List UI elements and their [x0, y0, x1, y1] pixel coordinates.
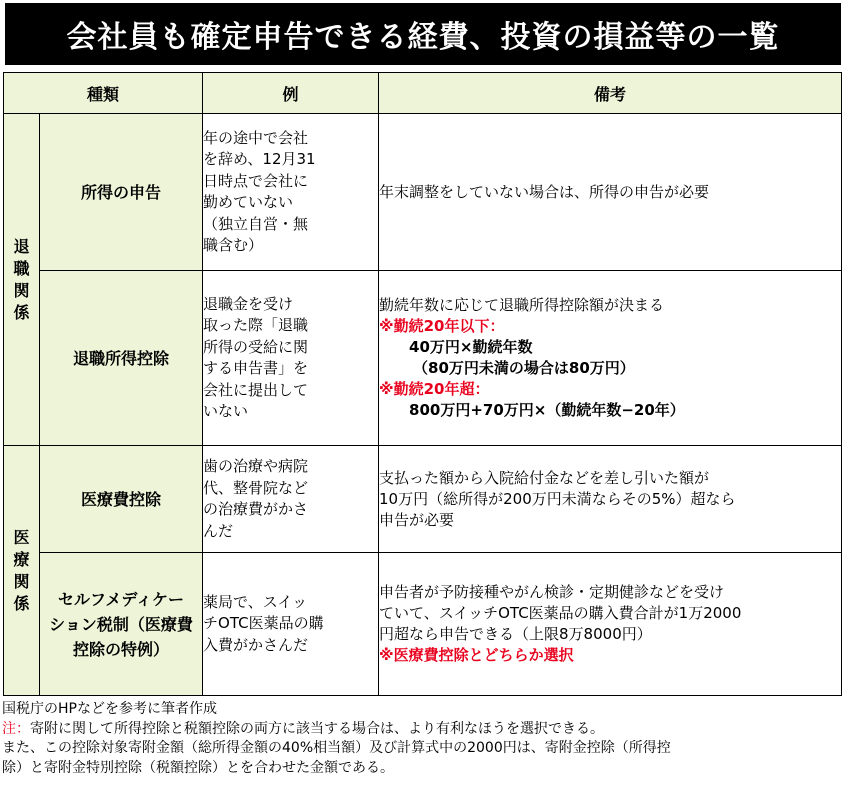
note-red-line: ※勤続20年超：: [379, 380, 490, 398]
note-line: 申告が必要: [379, 510, 455, 529]
example-line: を辞め、12月31: [203, 150, 316, 168]
footer-note-2: また、この控除対象寄附金額（総所得金額の40%相当額）及び計算式中の2000円は、寄附金控除（所得控: [2, 740, 671, 756]
footer-notes: [2, 700, 842, 778]
group-medical: [4, 446, 40, 696]
note-income: 年末調整をしていない場合は、所得の申告が必要: [379, 114, 842, 271]
example-line: 歯の治療や病院: [203, 457, 309, 475]
note-retirement-deduction: [379, 271, 842, 446]
example-line: 会社に提出して: [203, 380, 309, 399]
example-line: 年の途中で会社: [203, 128, 309, 147]
type-retirement-deduction: 退職所得控除: [40, 271, 203, 446]
header-example: 例: [203, 73, 379, 114]
note-formula: （80万円未満の場合は80万円）: [413, 359, 635, 377]
note-line: 円超なら申告できる（上限8万8000円）: [379, 625, 652, 643]
example-self-medication: [203, 553, 379, 696]
note-red-line: ※勤続20年以下：: [379, 317, 505, 335]
table-row: [4, 114, 842, 271]
type-medical: 医療費控除: [40, 446, 203, 553]
example-line: 勤めていない: [203, 193, 294, 211]
example-line: の治療費がかさ: [203, 500, 309, 518]
example-line: んだ: [203, 521, 234, 540]
footer-note-3: 除）と寄附金特別控除（税額控除）とを合わせた金額である。: [2, 759, 394, 776]
note-line: ていて、スイッチOTC医薬品の購入費合計が1万2000: [379, 604, 742, 622]
group-retirement: [4, 114, 40, 446]
table-row: [4, 553, 842, 696]
note-line: 10万円（総所得が200万円未満ならその5%）超なら: [379, 489, 736, 508]
note-line: 申告者が予防接種やがん検診・定期健診などを受け: [379, 583, 725, 601]
example-line: 日時点で会社に: [203, 171, 309, 190]
example-line: 薬局で、スイッ: [203, 592, 308, 611]
footer-note-text: 寄附に関して所得控除と税額控除の両方に該当する場合は、より有利なほうを選択できる。: [30, 720, 604, 737]
deduction-table: [3, 72, 842, 696]
example-line: 代、整骨院など: [203, 478, 309, 497]
header-type: 種類: [4, 73, 203, 114]
note-line: 支払った額から入院給付金などを差し引いた額が: [379, 468, 710, 487]
footer-note-prefix: 注：: [2, 720, 30, 737]
table-header-row: [4, 73, 842, 114]
table-row: [4, 271, 842, 446]
type-line: 控除の特例）: [73, 639, 170, 659]
note-red-line: ※医療費控除とどちらか選択: [379, 646, 574, 664]
note-self-medication: [379, 553, 842, 696]
example-line: いない: [203, 402, 249, 420]
note-formula: 800万円+70万円×（勤続年数−20年）: [409, 401, 685, 419]
example-line: 職含む）: [203, 236, 264, 254]
example-line: （独立自営・無: [203, 214, 309, 233]
footer-source: 国税庁のHPなどを参考に筆者作成: [2, 701, 217, 717]
note-formula: 40万円×勤続年数: [409, 338, 533, 356]
example-line: 退職金を受け: [203, 294, 294, 313]
group-medical-label: 医療関係: [13, 527, 30, 613]
page-title: 会社員も確定申告できる経費、投資の損益等の一覧: [5, 3, 841, 65]
type-line: セルフメディケー: [57, 589, 185, 609]
example-line: 入費がかさんだ: [203, 635, 309, 654]
group-retirement-label: 退職関係: [13, 236, 30, 322]
table-row: [4, 446, 842, 553]
note-medical: [379, 446, 842, 553]
example-medical: [203, 446, 379, 553]
type-self-medication: [40, 553, 203, 696]
note-line: 勤続年数に応じて退職所得控除額が決まる: [379, 296, 665, 314]
example-line: 取った際「退職: [203, 316, 309, 334]
type-line: ション税制（医療費: [49, 614, 193, 634]
footer-note-1: [2, 720, 842, 740]
example-line: する申告書」を: [203, 359, 309, 377]
example-line: 所得の受給に関: [203, 337, 309, 356]
example-retirement-deduction: [203, 271, 379, 446]
header-note: 備考: [379, 73, 842, 114]
example-income: [203, 114, 379, 271]
type-income: 所得の申告: [40, 114, 203, 271]
example-line: チOTC医薬品の購: [203, 614, 324, 633]
